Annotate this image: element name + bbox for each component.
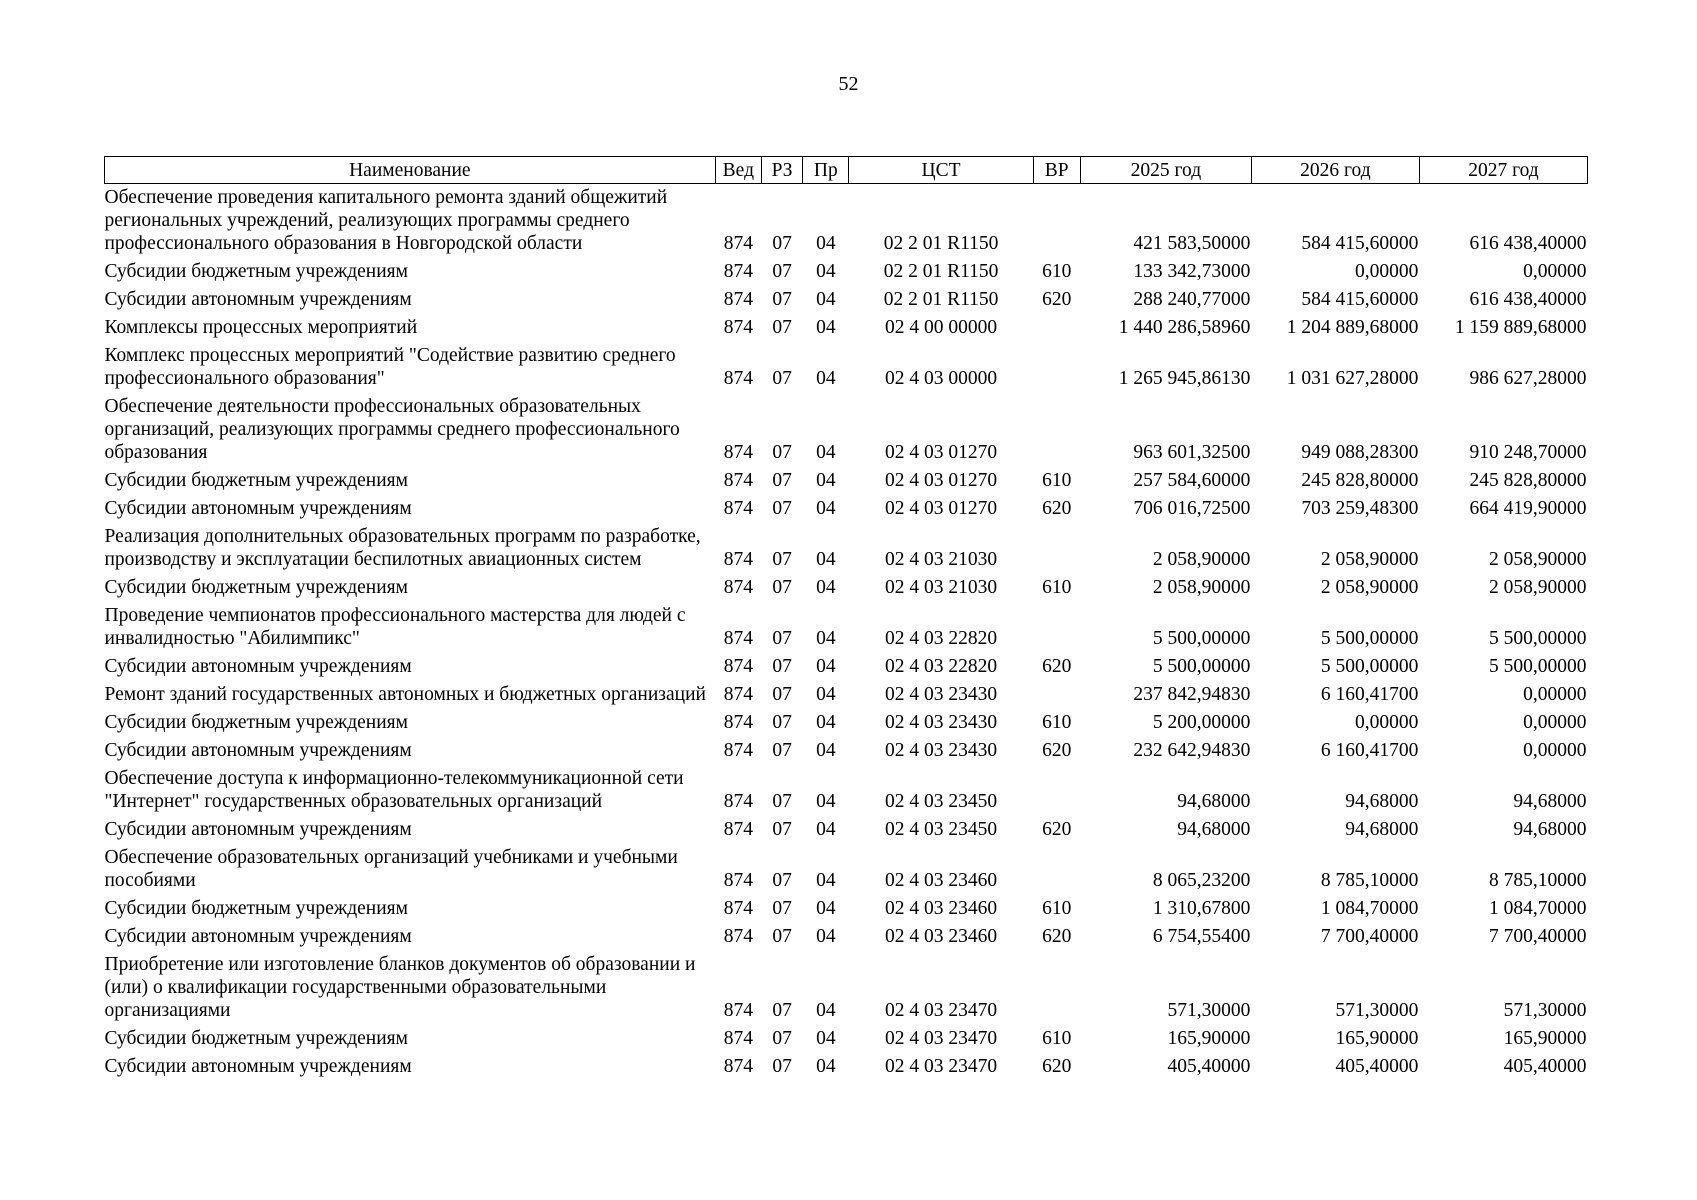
cell-2025: 8 065,23200 [1152,870,1251,891]
cell-2025: 288 240,77000 [1133,289,1251,310]
cell-pr: 04 [816,740,836,761]
cell-2025: 232 642,94830 [1133,740,1251,761]
cell-name: Обеспечение образовательных организаций учебниками и учебными пособиями [104,847,678,891]
header-rz: РЗ [761,157,802,184]
cell-ved: 874 [723,656,753,677]
cell-ved: 874 [723,1028,753,1049]
cell-rz: 07 [772,740,792,761]
cell-cst: 02 4 03 22820 [884,628,998,649]
cell-2027: 0,00000 [1523,712,1587,733]
cell-cst: 02 4 03 23430 [884,712,998,733]
cell-ved: 874 [723,470,753,491]
cell-cst: 02 4 03 22820 [884,656,998,677]
cell-rz: 07 [772,712,792,733]
cell-ved: 874 [723,317,753,338]
cell-cst: 02 4 03 23450 [884,791,998,812]
cell-ved: 874 [723,712,753,733]
cell-vr [1033,523,1080,574]
cell-pr: 04 [816,926,836,947]
cell-cst: 02 2 01 R1150 [883,289,999,310]
cell-rz: 07 [772,261,792,282]
cell-ved: 874 [723,442,753,463]
cell-2026: 94,68000 [1345,819,1419,840]
table-row [105,816,1588,844]
cell-2026: 1 204 889,68000 [1286,317,1419,338]
cell-vr: 620 [1042,819,1072,840]
cell-pr: 04 [816,898,836,919]
cell-2026: 245 828,80000 [1301,470,1419,491]
cell-name: Приобретение или изготовление бланков документов об образовании и (или) о квалификации государственными образовательными организациями [104,954,696,1021]
cell-rz: 07 [772,498,792,519]
cell-2026: 7 700,40000 [1320,926,1419,947]
cell-2027: 616 438,40000 [1469,233,1587,254]
cell-vr [1033,314,1080,342]
cell-2025: 5 500,00000 [1152,656,1251,677]
cell-pr: 04 [816,289,836,310]
cell-vr [1033,602,1080,653]
cell-ved: 874 [723,870,753,891]
cell-vr [1033,342,1080,393]
cell-2027: 245 828,80000 [1469,470,1587,491]
cell-cst: 02 4 03 01270 [884,442,998,463]
cell-2025: 237 842,94830 [1133,684,1251,705]
cell-2027: 0,00000 [1523,684,1587,705]
header-2026: 2026 год [1251,157,1419,184]
cell-pr: 04 [816,470,836,491]
header-cst: ЦСТ [849,157,1033,184]
cell-name: Комплекс процессных мероприятий "Содействие развитию среднего профессионального образования" [104,345,676,389]
cell-cst: 02 4 03 23460 [884,926,998,947]
cell-name: Субсидии автономным учреждениям [104,498,412,519]
cell-2027: 2 058,90000 [1489,577,1587,598]
cell-2026: 571,30000 [1335,1000,1419,1021]
table-row [105,951,1588,1025]
cell-ved: 874 [723,1056,753,1077]
cell-name: Обеспечение доступа к информационно-телекоммуникационной сети "Интернет" государственных образовательных организаций [104,768,684,812]
cell-2026: 0,00000 [1355,261,1419,282]
cell-2027: 165,90000 [1503,1028,1587,1049]
cell-rz: 07 [772,898,792,919]
cell-2025: 2 058,90000 [1152,577,1251,598]
cell-name: Субсидии автономным учреждениям [104,740,412,761]
table-header-row [105,157,1588,184]
cell-name: Субсидии автономным учреждениям [104,819,412,840]
cell-rz: 07 [772,656,792,677]
cell-2025: 165,90000 [1167,1028,1251,1049]
cell-pr: 04 [816,791,836,812]
cell-vr: 620 [1042,289,1072,310]
cell-2027: 5 500,00000 [1489,656,1587,677]
table-row [105,342,1588,393]
cell-2026: 94,68000 [1345,791,1419,812]
cell-rz: 07 [772,233,792,254]
cell-cst: 02 4 03 23460 [884,898,998,919]
cell-rz: 07 [772,577,792,598]
cell-ved: 874 [723,628,753,649]
table-row [105,923,1588,951]
table-row [105,844,1588,895]
cell-vr: 610 [1042,898,1072,919]
cell-cst: 02 2 01 R1150 [883,261,999,282]
table-row [105,314,1588,342]
cell-ved: 874 [723,577,753,598]
cell-ved: 874 [723,233,753,254]
cell-2027: 2 058,90000 [1489,549,1587,570]
budget-table [104,156,1588,1081]
table-row [105,681,1588,709]
cell-2027: 8 785,10000 [1489,870,1587,891]
table-row [105,895,1588,923]
cell-2027: 1 159 889,68000 [1454,317,1587,338]
cell-vr: 620 [1042,656,1072,677]
table-row [105,393,1588,467]
cell-rz: 07 [772,926,792,947]
cell-2026: 6 160,41700 [1320,684,1419,705]
table-row [105,737,1588,765]
cell-pr: 04 [816,1028,836,1049]
cell-2025: 2 058,90000 [1152,549,1251,570]
cell-2025: 94,68000 [1177,791,1251,812]
cell-2025: 571,30000 [1167,1000,1251,1021]
cell-2026: 165,90000 [1335,1028,1419,1049]
cell-2027: 5 500,00000 [1489,628,1587,649]
header-2027: 2027 год [1419,157,1587,184]
table-row [105,653,1588,681]
cell-cst: 02 4 03 23470 [884,1056,998,1077]
cell-vr: 620 [1042,740,1072,761]
cell-2027: 986 627,28000 [1469,368,1587,389]
cell-2027: 1 084,70000 [1489,898,1587,919]
cell-2026: 584 415,60000 [1301,233,1419,254]
cell-pr: 04 [816,442,836,463]
cell-vr [1033,184,1080,259]
cell-pr: 04 [816,1056,836,1077]
cell-cst: 02 2 01 R1150 [883,233,999,254]
cell-rz: 07 [772,289,792,310]
cell-rz: 07 [772,549,792,570]
cell-cst: 02 4 03 21030 [884,577,998,598]
cell-2026: 1 031 627,28000 [1286,368,1419,389]
cell-name: Субсидии бюджетным учреждениям [104,261,408,282]
cell-cst: 02 4 03 00000 [884,368,998,389]
cell-cst: 02 4 03 23450 [884,819,998,840]
cell-2025: 1 440 286,58960 [1118,317,1251,338]
table-row [105,1025,1588,1053]
cell-pr: 04 [816,684,836,705]
cell-name: Обеспечение проведения капитального ремонта зданий общежитий региональных учреждений, реализующих программы среднего профессионального образования в Новгородской области [104,187,668,254]
cell-ved: 874 [723,898,753,919]
cell-2027: 664 419,90000 [1469,498,1587,519]
cell-pr: 04 [816,712,836,733]
cell-vr: 610 [1042,470,1072,491]
cell-2027: 571,30000 [1503,1000,1587,1021]
cell-ved: 874 [723,684,753,705]
cell-2026: 2 058,90000 [1320,549,1419,570]
cell-cst: 02 4 03 23470 [884,1000,998,1021]
cell-vr: 620 [1042,1056,1072,1077]
cell-ved: 874 [723,819,753,840]
cell-pr: 04 [816,628,836,649]
table-row [105,258,1588,286]
cell-2025: 1 265 945,86130 [1118,368,1251,389]
cell-name: Субсидии автономным учреждениям [104,289,412,310]
cell-2026: 0,00000 [1355,712,1419,733]
cell-name: Субсидии автономным учреждениям [104,1056,412,1077]
cell-vr: 610 [1042,261,1072,282]
cell-2026: 405,40000 [1335,1056,1419,1077]
cell-2025: 5 500,00000 [1152,628,1251,649]
cell-rz: 07 [772,470,792,491]
cell-2025: 963 601,32500 [1133,442,1251,463]
cell-rz: 07 [772,1000,792,1021]
table-body [105,184,1588,1082]
cell-name: Субсидии автономным учреждениям [104,926,412,947]
cell-vr: 610 [1042,577,1072,598]
cell-rz: 07 [772,870,792,891]
cell-2025: 133 342,73000 [1133,261,1251,282]
cell-rz: 07 [772,628,792,649]
cell-cst: 02 4 03 01270 [884,470,998,491]
cell-name: Комплексы процессных мероприятий [104,317,418,338]
cell-cst: 02 4 03 23430 [884,740,998,761]
cell-name: Субсидии бюджетным учреждениям [104,470,408,491]
cell-ved: 874 [723,740,753,761]
header-pr: Пр [803,157,849,184]
cell-rz: 07 [772,317,792,338]
table-row [105,523,1588,574]
cell-ved: 874 [723,368,753,389]
cell-2026: 6 160,41700 [1320,740,1419,761]
table-row [105,467,1588,495]
cell-ved: 874 [723,791,753,812]
cell-2027: 0,00000 [1523,261,1587,282]
header-vr: ВР [1033,157,1080,184]
header-name: Наименование [105,157,716,184]
cell-2026: 5 500,00000 [1320,628,1419,649]
table-row [105,1053,1588,1081]
cell-2025: 257 584,60000 [1133,470,1251,491]
cell-2025: 6 754,55400 [1152,926,1251,947]
cell-2027: 405,40000 [1503,1056,1587,1077]
cell-2025: 706 016,72500 [1133,498,1251,519]
cell-2027: 0,00000 [1523,740,1587,761]
cell-vr [1033,951,1080,1025]
header-ved: Вед [715,157,761,184]
cell-vr: 610 [1042,712,1072,733]
cell-name: Субсидии бюджетным учреждениям [104,1028,408,1049]
cell-2026: 5 500,00000 [1320,656,1419,677]
header-2025: 2025 год [1080,157,1251,184]
cell-name: Обеспечение деятельности профессиональных образовательных организаций, реализующих программы среднего профессионального образования [104,396,680,463]
cell-pr: 04 [816,233,836,254]
cell-2026: 949 088,28300 [1301,442,1419,463]
cell-2027: 910 248,70000 [1469,442,1587,463]
cell-pr: 04 [816,1000,836,1021]
cell-pr: 04 [816,577,836,598]
cell-rz: 07 [772,819,792,840]
cell-2025: 421 583,50000 [1133,233,1251,254]
cell-name: Реализация дополнительных образовательных программ по разработке, производству и эксплуатации беспилотных авиационных систем [104,526,701,570]
cell-pr: 04 [816,549,836,570]
cell-cst: 02 4 03 01270 [884,498,998,519]
table-row [105,709,1588,737]
cell-ved: 874 [723,1000,753,1021]
table-row [105,602,1588,653]
cell-2026: 584 415,60000 [1301,289,1419,310]
cell-name: Проведение чемпионатов профессионального мастерства для людей с инвалидностью "Абилимпикс" [104,605,686,649]
cell-vr [1033,844,1080,895]
cell-2027: 616 438,40000 [1469,289,1587,310]
cell-cst: 02 4 03 21030 [884,549,998,570]
cell-vr [1033,765,1080,816]
cell-vr: 610 [1042,1028,1072,1049]
cell-name: Субсидии автономным учреждениям [104,656,412,677]
cell-ved: 874 [723,926,753,947]
cell-cst: 02 4 00 00000 [884,317,998,338]
cell-ved: 874 [723,289,753,310]
cell-ved: 874 [723,549,753,570]
cell-ved: 874 [723,261,753,282]
table-row [105,765,1588,816]
cell-pr: 04 [816,656,836,677]
cell-cst: 02 4 03 23460 [884,870,998,891]
cell-2027: 7 700,40000 [1489,926,1587,947]
cell-2027: 94,68000 [1513,791,1587,812]
cell-vr: 620 [1042,498,1072,519]
cell-cst: 02 4 03 23430 [884,684,998,705]
cell-2026: 8 785,10000 [1320,870,1419,891]
cell-2025: 5 200,00000 [1152,712,1251,733]
cell-name: Ремонт зданий государственных автономных и бюджетных организаций [104,684,706,705]
cell-2026: 2 058,90000 [1320,577,1419,598]
cell-vr: 620 [1042,926,1072,947]
cell-vr [1033,393,1080,467]
cell-name: Субсидии бюджетным учреждениям [104,898,408,919]
table-row [105,574,1588,602]
cell-pr: 04 [816,498,836,519]
cell-cst: 02 4 03 23470 [884,1028,998,1049]
cell-pr: 04 [816,317,836,338]
cell-rz: 07 [772,368,792,389]
cell-ved: 874 [723,498,753,519]
cell-pr: 04 [816,261,836,282]
cell-rz: 07 [772,1056,792,1077]
cell-rz: 07 [772,442,792,463]
cell-pr: 04 [816,870,836,891]
cell-2026: 703 259,48300 [1301,498,1419,519]
cell-rz: 07 [772,791,792,812]
cell-2025: 94,68000 [1177,819,1251,840]
table-row [105,495,1588,523]
cell-2027: 94,68000 [1513,819,1587,840]
cell-2025: 1 310,67800 [1152,898,1251,919]
cell-pr: 04 [816,368,836,389]
table-row [105,184,1588,259]
cell-2025: 405,40000 [1167,1056,1251,1077]
cell-2026: 1 084,70000 [1320,898,1419,919]
cell-name: Субсидии бюджетным учреждениям [104,577,408,598]
cell-rz: 07 [772,684,792,705]
cell-rz: 07 [772,1028,792,1049]
cell-vr [1033,681,1080,709]
cell-pr: 04 [816,819,836,840]
cell-name: Субсидии бюджетным учреждениям [104,712,408,733]
page-number: 52 [838,73,859,95]
table-row [105,286,1588,314]
